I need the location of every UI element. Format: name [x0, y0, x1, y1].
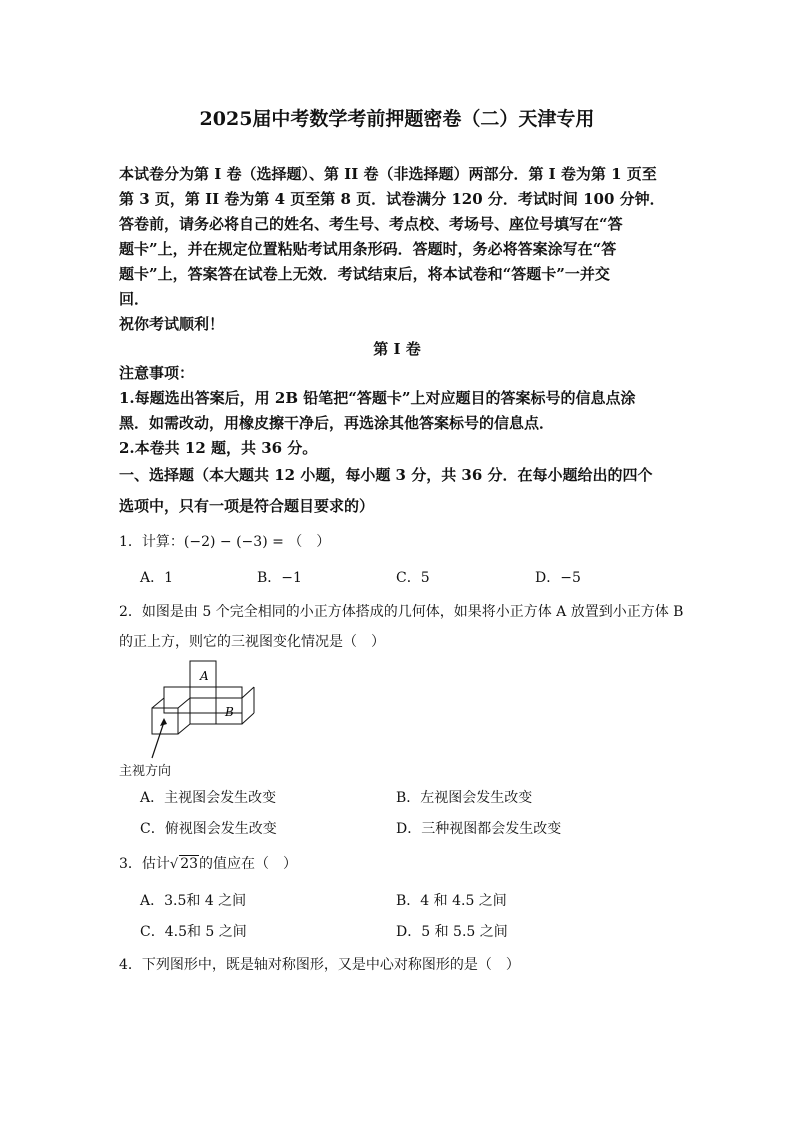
notice-item-1-line-1: 1.每题选出答案后，用 2B 铅笔把“答题卡”上对应题目的答案标号的信息点涂: [119, 389, 636, 407]
notice-heading: 注意事项：: [119, 364, 195, 382]
question-1-text: 1．计算：(−2) − (−3) = （ ）: [119, 534, 331, 550]
intro-line-6: 回．: [119, 290, 150, 308]
intro-line-1: 本试卷分为第 I 卷（选择题）、第 II 卷（非选择题）两部分．第 I 卷为第 1 页至: [119, 165, 657, 183]
cube-label-a: A: [200, 669, 209, 683]
notice-item-2: 2.本卷共 12 题，共 36 分。: [119, 439, 318, 457]
intro-line-7: 祝你考试顺利！: [119, 315, 225, 333]
intro-line-3: 答卷前，请务必将自己的姓名、考生号、考点校、考场号、座位号填写在“答: [119, 215, 623, 233]
q3-option-a: A．3.5和 4 之间: [140, 893, 247, 909]
q1-option-d: D．−5: [535, 570, 581, 586]
q2-option-a: A．主视图会发生改变: [140, 790, 277, 806]
question-3-text: [119, 852, 297, 877]
arrow-head-icon: [160, 718, 167, 726]
q2-option-d: D．三种视图都会发生改变: [396, 821, 562, 837]
question-3-prefix: 3．估计: [119, 856, 170, 872]
notice-item-1-line-2: 黑．如需改动，用橡皮擦干净后，再选涂其他答案标号的信息点．: [119, 414, 555, 432]
q1-option-a: A．1: [140, 570, 174, 586]
question-3-radicand: 23: [180, 856, 199, 872]
intro-line-4: 题卡”上，并在规定位置粘贴考试用条形码．答题时，务必将答案涂写在“答: [119, 240, 617, 258]
part1-heading-line-1: 一、选择题（本大题共 12 小题，每小题 3 分，共 36 分．在每小题给出的四个: [119, 466, 653, 484]
cube-figure: [150, 660, 270, 760]
q3-option-b: B．4 和 4.5 之间: [396, 893, 507, 909]
figure-caption: 主视方向: [119, 764, 172, 779]
intro-line-5: 题卡”上，答案答在试卷上无效．考试结束后，将本试卷和“答题卡”一并交: [119, 265, 610, 283]
question-4-text: 4．下列图形中，既是轴对称图形，又是中心对称图形的是（ ）: [119, 957, 520, 973]
q3-option-c: C．4.5和 5 之间: [140, 924, 247, 940]
question-3-suffix: 的值应在（ ）: [199, 856, 298, 872]
exam-title: 2025届中考数学考前押题密卷（二）天津专用: [199, 108, 595, 130]
question-2-line-1: 2．如图是由 5 个完全相同的小正方体搭成的几何体，如果将小正方体 A 放置到小正方体 B: [119, 604, 684, 620]
section-title: 第 I 卷: [373, 340, 421, 358]
intro-line-2: 第 3 页，第 II 卷为第 4 页至第 8 页．试卷满分 120 分．考试时间 100 分钟．: [119, 190, 665, 208]
cube-label-b: B: [225, 705, 234, 719]
q1-option-c: C．5: [396, 570, 430, 586]
view-direction-arrow: [152, 722, 164, 758]
q3-option-d: D．5 和 5.5 之间: [396, 924, 508, 940]
q1-option-b: B．−1: [257, 570, 302, 586]
sqrt-symbol: √: [169, 857, 179, 872]
q2-option-b: B．左视图会发生改变: [396, 790, 533, 806]
question-2-line-2: 的正上方，则它的三视图变化情况是（ ）: [119, 634, 385, 650]
q2-option-c: C．俯视图会发生改变: [140, 821, 277, 837]
part1-heading-line-2: 选项中，只有一项是符合题目要求的）: [119, 497, 375, 515]
